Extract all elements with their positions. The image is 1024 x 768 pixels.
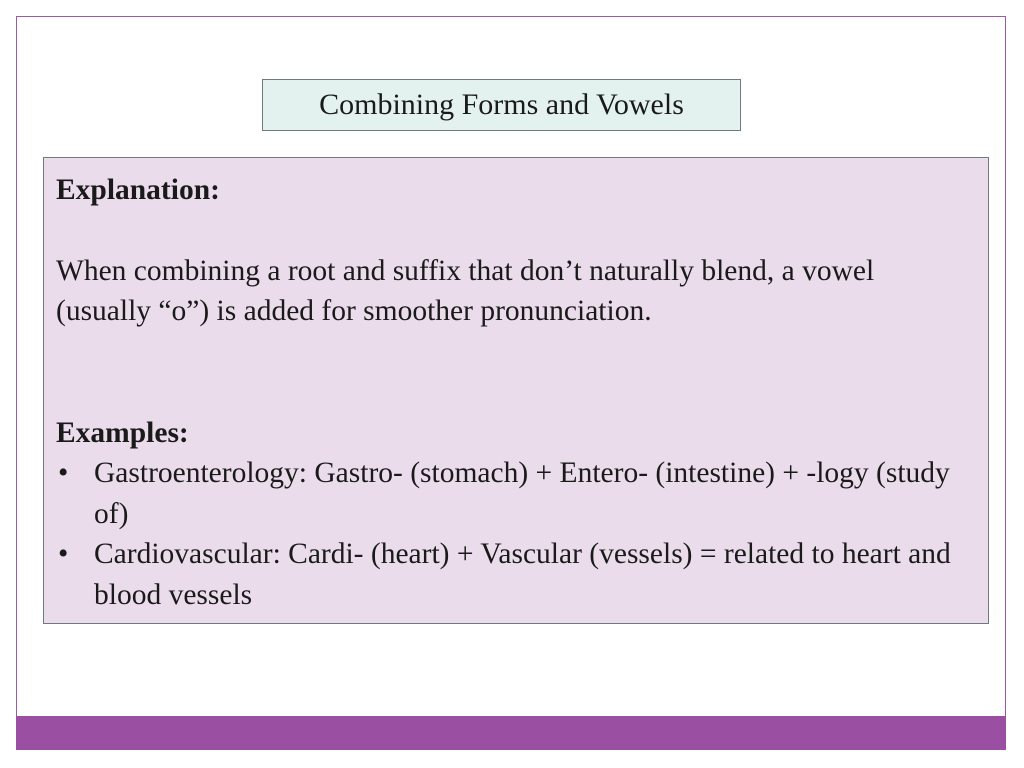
content-box bbox=[43, 157, 989, 624]
example-text: Cardiovascular: Cardi- (heart) + Vascular (vessels) = related to heart and blood vessels bbox=[94, 538, 951, 611]
list-item bbox=[56, 453, 976, 534]
examples-heading: Examples: bbox=[56, 416, 189, 449]
slide-title-box bbox=[262, 79, 741, 131]
slide-title: Combining Forms and Vowels bbox=[319, 88, 684, 121]
bullet-icon: • bbox=[58, 538, 69, 570]
list-item bbox=[56, 534, 976, 615]
bullet-icon: • bbox=[58, 457, 69, 489]
explanation-text: When combining a root and suffix that don’t naturally blend, a vowel (usually “o”) is added for smoother pronunciation. bbox=[56, 254, 875, 327]
footer-bar bbox=[16, 716, 1006, 750]
examples-list bbox=[56, 453, 976, 615]
explanation-heading: Explanation: bbox=[56, 174, 220, 206]
example-text: Gastroenterology: Gastro- (stomach) + Entero- (intestine) + -logy (study of) bbox=[94, 457, 950, 530]
